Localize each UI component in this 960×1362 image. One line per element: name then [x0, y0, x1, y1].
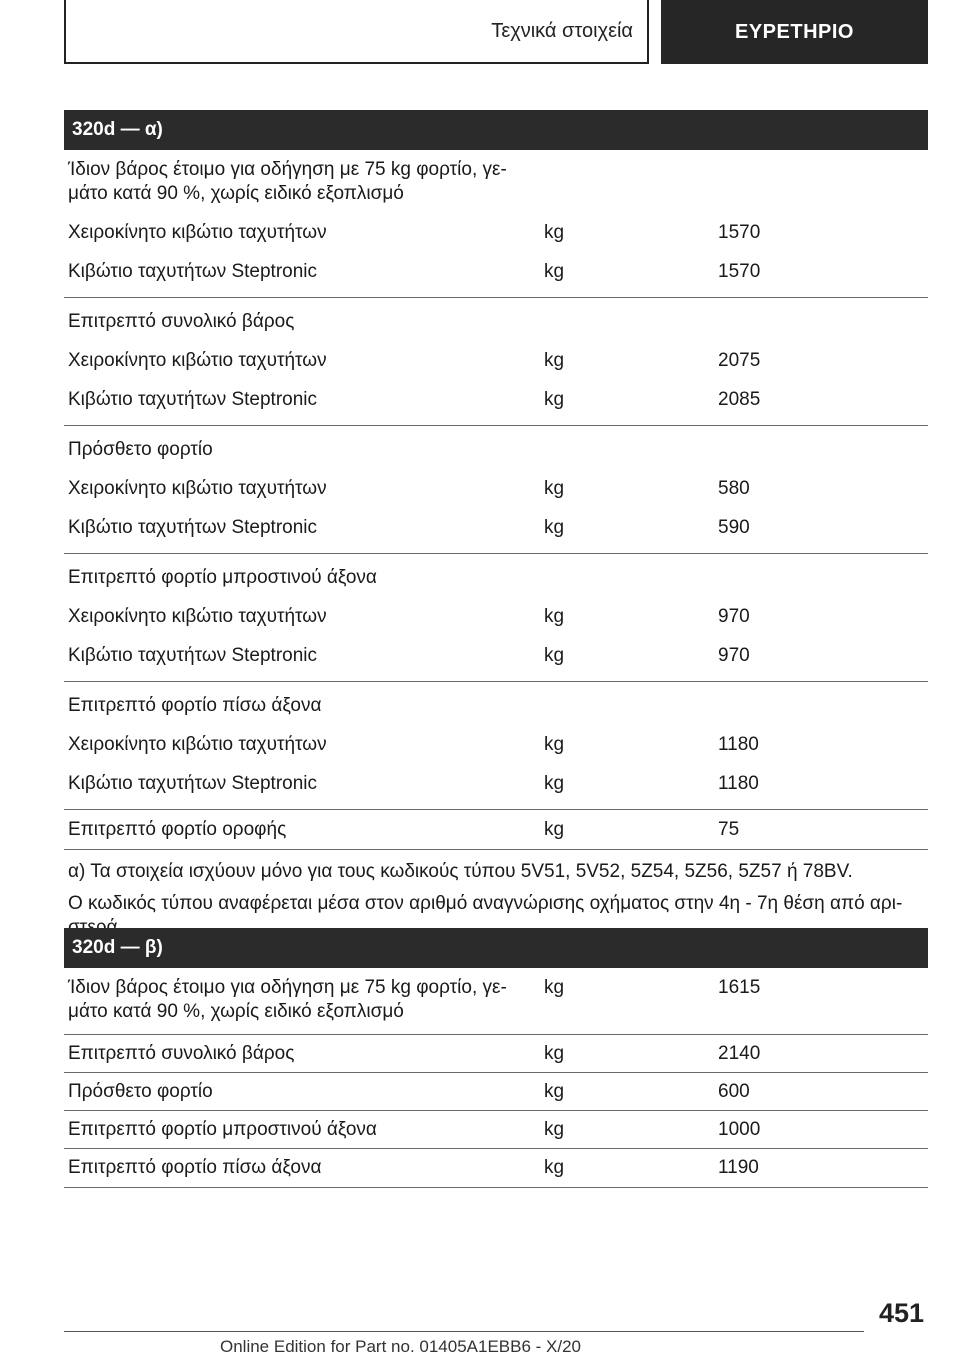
footer-divider [64, 1331, 864, 1332]
table-row [64, 597, 928, 636]
row-value [718, 158, 928, 206]
table-group-front-axle [64, 554, 928, 682]
table-320d-a [64, 110, 928, 951]
top-navigation [64, 0, 928, 66]
row-label: Κιβώτιο ταχυτήτων Steptronic [68, 388, 318, 410]
tab-index-label: ΕΥΡΕΤΗΡΙΟ [735, 20, 854, 43]
row-label: Κιβώτιο ταχυτήτων Steptronic [68, 772, 318, 794]
row-value: 580 [718, 477, 750, 499]
row-label: Επιτρεπτό συνολικό βάρος [68, 1042, 295, 1064]
row-unit: kg [544, 1157, 565, 1178]
table-row [64, 341, 928, 380]
table-row [64, 469, 928, 508]
row-value: 1180 [718, 772, 759, 794]
table-row [64, 252, 928, 291]
table-row [64, 764, 928, 803]
table-row [64, 380, 928, 419]
table-row [64, 1035, 928, 1073]
row-label: Επιτρεπτό φορτίο οροφής [68, 818, 287, 840]
row-label: Κιβώτιο ταχυτήτων Steptronic [68, 260, 318, 282]
row-label: Πρόσθετο φορτίο [68, 1080, 213, 1102]
row-label: Χειροκίνητο κιβώτιο ταχυτήτων [68, 477, 327, 499]
row-value: 2085 [718, 388, 761, 410]
row-unit: kg [544, 516, 565, 538]
row-label: Ίδιον βάρος έτοιμο για οδήγηση με 75 kg φορτίο, γε- μάτο κατά 90 %, χωρίς ειδικό εξοπλισμό [68, 977, 507, 1022]
row-value: 970 [718, 605, 750, 627]
tab-index[interactable] [661, 0, 928, 64]
table-row [64, 686, 928, 725]
table-group-unladen-weight [64, 150, 928, 298]
table-row [64, 213, 928, 252]
row-value: 1615 [718, 977, 761, 998]
row-label: Επιτρεπτό φορτίο μπροστινού άξονα [68, 1118, 377, 1140]
table-group-total-weight [64, 298, 928, 426]
row-value: 1000 [718, 1118, 761, 1140]
row-unit: kg [544, 977, 565, 998]
row-unit: kg [544, 1080, 565, 1102]
row-value: 2075 [718, 349, 761, 371]
row-value: 1570 [718, 260, 761, 282]
tab-technical-data-label: Τεχνικά στοιχεία [491, 19, 633, 42]
row-unit: kg [544, 733, 565, 755]
row-unit: kg [544, 260, 565, 282]
row-label: Πρόσθετο φορτίο [68, 438, 213, 460]
table-row [64, 1149, 928, 1187]
row-unit: kg [544, 1118, 565, 1140]
row-label: Επιτρεπτό συνολικό βάρος [68, 310, 295, 332]
table-header [64, 110, 928, 150]
row-value: 600 [718, 1080, 750, 1102]
row-unit: kg [544, 221, 565, 243]
table-row [64, 430, 928, 469]
table-title: 320d — β) [72, 937, 163, 958]
row-value: 1190 [718, 1157, 759, 1178]
table-row [64, 154, 928, 213]
table-group-roof-load [64, 810, 928, 850]
footnote-vin-position: Ο κωδικός τύπου αναφέρεται μέσα στον αριθμό αναγνώρισης οχήματος στην 4η - 7η θέση από αρι- [68, 893, 903, 914]
tab-technical-data[interactable] [64, 0, 649, 64]
row-unit: kg [544, 772, 565, 794]
row-value: 1180 [718, 733, 759, 755]
row-unit: kg [544, 388, 565, 410]
table-body [64, 968, 928, 1188]
table-row [64, 810, 928, 849]
row-unit [544, 158, 718, 206]
table-row [64, 636, 928, 675]
row-unit: kg [544, 605, 565, 627]
table-row [64, 725, 928, 764]
table-320d-b [64, 928, 928, 1188]
footer-edition: Online Edition for Part no. 01405A1EBB6 - X/20 [220, 1337, 582, 1356]
row-value: 1570 [718, 221, 761, 243]
row-label: Ίδιον βάρος έτοιμο για οδήγηση με 75 kg φορτίο, γε- μάτο κατά 90 %, χωρίς ειδικό εξοπλισμό [68, 159, 507, 204]
row-label: Χειροκίνητο κιβώτιο ταχυτήτων [68, 221, 327, 243]
row-label: Χειροκίνητο κιβώτιο ταχυτήτων [68, 733, 327, 755]
table-title: 320d — α) [72, 119, 163, 140]
table-row [64, 968, 928, 1035]
table-row [64, 1073, 928, 1111]
row-unit: kg [544, 644, 565, 666]
table-row [64, 558, 928, 597]
footnote-type-codes: α) Τα στοιχεία ισχύουν μόνο για τους κωδικούς τύπου 5V51, 5V52, 5Z54, 5Z56, 5Z57 ή 78BV. [68, 861, 853, 882]
row-value: 970 [718, 644, 750, 666]
row-label: Κιβώτιο ταχυτήτων Steptronic [68, 516, 318, 538]
row-label: Κιβώτιο ταχυτήτων Steptronic [68, 644, 318, 666]
row-unit: kg [544, 349, 565, 371]
row-unit: kg [544, 818, 565, 840]
row-value: 2140 [718, 1042, 761, 1064]
table-row [64, 302, 928, 341]
row-label: Επιτρεπτό φορτίο πίσω άξονα [68, 1157, 322, 1178]
row-unit: kg [544, 1042, 565, 1064]
row-unit: kg [544, 477, 565, 499]
table-group-payload [64, 426, 928, 554]
table-group-rear-axle [64, 682, 928, 810]
row-label: Χειροκίνητο κιβώτιο ταχυτήτων [68, 605, 327, 627]
table-header [64, 928, 928, 968]
row-label: Χειροκίνητο κιβώτιο ταχυτήτων [68, 349, 327, 371]
page-number: 451 [878, 1298, 924, 1328]
table-row [64, 508, 928, 547]
row-label: Επιτρεπτό φορτίο πίσω άξονα [68, 694, 322, 716]
table-row [64, 1111, 928, 1149]
row-value: 590 [718, 516, 750, 538]
row-value: 75 [718, 818, 740, 840]
row-label: Επιτρεπτό φορτίο μπροστινού άξονα [68, 566, 377, 588]
